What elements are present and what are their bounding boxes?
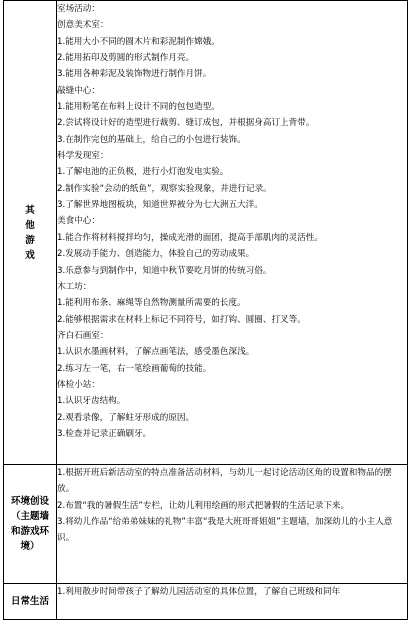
- other-games-content: [57, 1, 408, 465]
- activity-line: 敲缝中心：: [57, 85, 100, 96]
- other-games-label-char: 游: [25, 234, 35, 246]
- activity-line: 美食中心：: [57, 216, 100, 227]
- environment-line: 3.将幼儿作品“给弟弟妹妹的礼物”丰富“我是大班哥哥姐姐”主题墙，加深幼儿的小主人意识。: [57, 517, 393, 544]
- activity-line: 2.制作实验“会动的纸鱼”，观察实验现象，并进行记录。: [57, 183, 272, 194]
- row-other-games: [4, 1, 408, 465]
- daily-life-label: 日常生活: [4, 584, 57, 620]
- activity-line: 1.了解电池的正负极，进行小灯泡发电实验。: [57, 167, 229, 178]
- activity-line: 2.能够根据需求在材料上标记不同符号，如打钩、圆圈、打叉等。: [57, 314, 306, 325]
- weekly-plan-table: [3, 0, 408, 620]
- activity-line: 3.乐意参与到制作中，知道中秋节要吃月饼的传统习俗。: [57, 265, 272, 276]
- activity-line: 齐白石画室：: [57, 330, 109, 341]
- activity-line: 1.能合作将材料搅拌均匀，操成光滑的面团，提高手部肌肉的灵活性。: [57, 232, 324, 243]
- activity-line: 木工坊：: [57, 281, 92, 292]
- environment-label-line: 境）: [20, 541, 40, 552]
- environment-label-line: 环境创设: [10, 496, 49, 507]
- environment-label: [4, 465, 57, 584]
- activity-line: 创意美术室：: [57, 20, 109, 31]
- activity-line: 科学发现室：: [57, 151, 109, 162]
- daily-life-line: 1.利用散步时间带孩子了解幼儿园活动室的具体位置，了解自己班级和同年: [57, 587, 341, 597]
- activity-line: 1.认识水墨画材料，了解点画笔法，感受墨色深浅。: [57, 347, 255, 358]
- activity-line: 1.认识牙齿结构。: [57, 396, 126, 407]
- other-games-label: [4, 1, 57, 465]
- environment-label-line: （主题墙: [10, 511, 49, 522]
- other-games-label-char: 其: [25, 204, 35, 216]
- other-games-label-char: 戏: [25, 249, 35, 261]
- environment-label-line: 和游戏环: [10, 526, 49, 537]
- activity-line: 3.在制作完包的基础上，给自己的小包进行装饰。: [57, 134, 246, 145]
- daily-life-content: [57, 584, 408, 620]
- activity-line: 1.能用大小不同的圆木片和彩泥制作嫦娥。: [57, 36, 220, 47]
- activity-line: 2.练习左一笔，右一笔绘画葡萄的技能。: [57, 363, 212, 374]
- environment-line: 1.根据开班后新活动室的特点准备活动材料，与幼儿一起讨论活动区角的设置和物品的摆放。: [57, 468, 392, 495]
- activity-line: 室场活动：: [57, 4, 100, 14]
- activity-line: 2.尝试将设计好的造型进行裁剪、缝订成包，并根据身高订上背带。: [57, 118, 315, 129]
- activity-line: 3.了解世界地图板块，知道世界被分为七大洲五大洋。: [57, 200, 263, 211]
- row-environment: [4, 465, 408, 584]
- activity-line: 2.能用拓印及剪圆的形式制作月亮。: [57, 53, 195, 64]
- row-daily-life: [4, 584, 408, 620]
- activity-line: 2.发展动手能力、创造能力，体验自己的劳动成果。: [57, 249, 255, 260]
- activity-line: 3.检查并记录正确刷牙。: [57, 428, 152, 439]
- other-games-label-char: 他: [25, 219, 35, 231]
- activity-line: 2.观看录像，了解蛀牙形成的原因。: [57, 412, 195, 423]
- activity-line: 体检小站：: [57, 379, 100, 390]
- activity-line: 3.能用各种彩泥及装饰物进行制作月饼。: [57, 69, 212, 80]
- environment-line: 2.布置“我的暑假生活”专栏，让幼儿利用绘画的形式把暑假的生活记录下来。: [57, 500, 350, 511]
- environment-content: [57, 465, 408, 584]
- activity-line: 1.能利用布条、麻绳等自然物测量所需要的长度。: [57, 298, 246, 309]
- activity-line: 1.能用粉笔在布料上设计不同的包包造型。: [57, 102, 220, 113]
